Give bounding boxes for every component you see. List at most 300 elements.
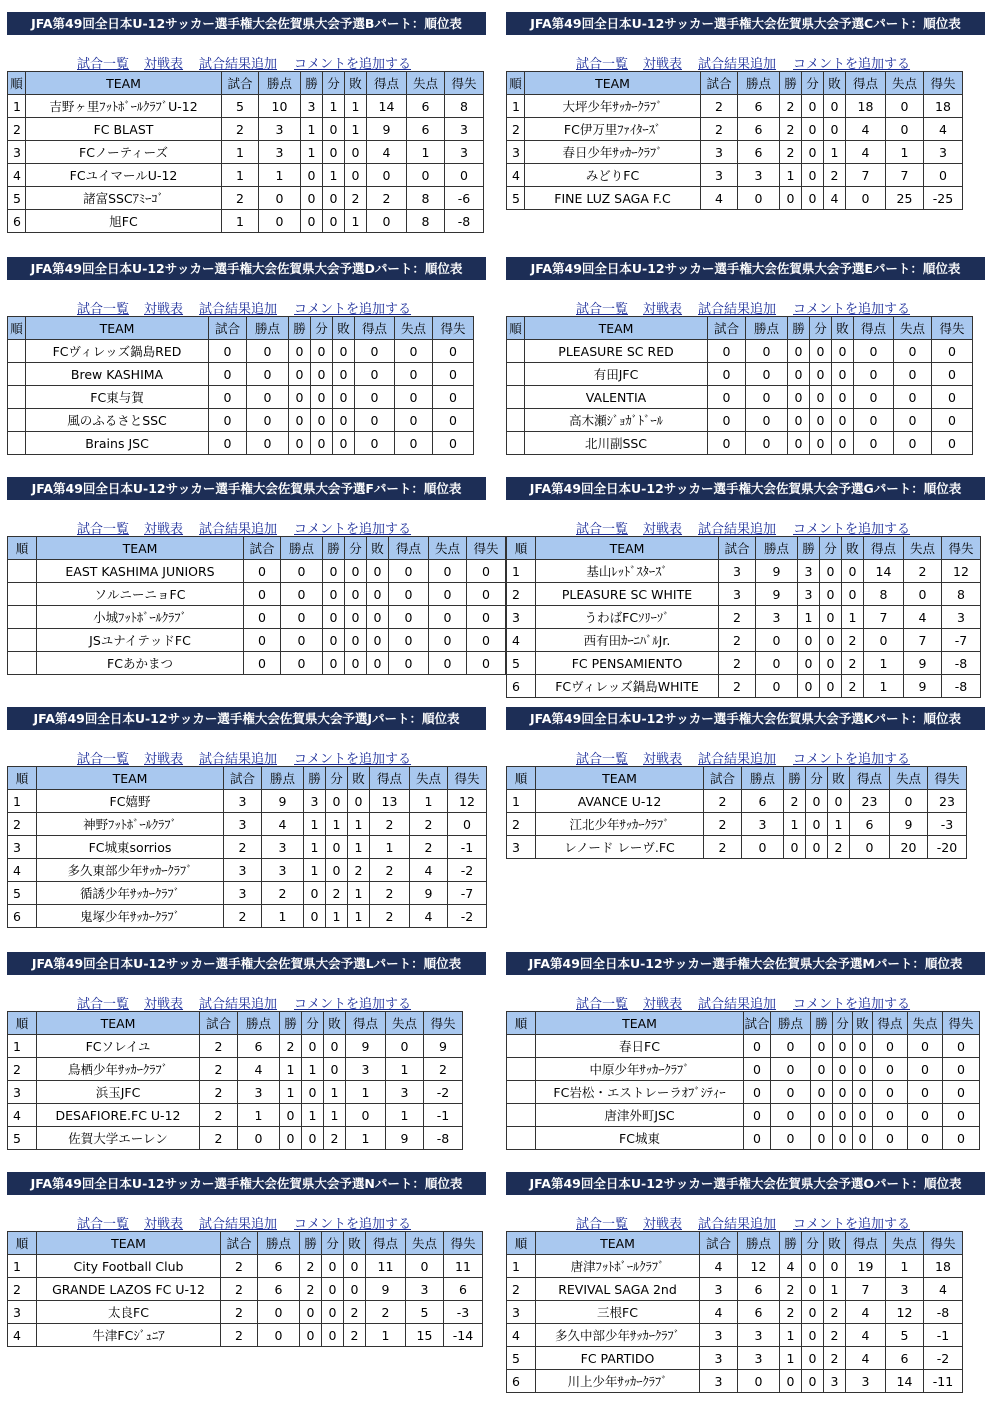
standings-panel — [506, 1172, 985, 1389]
add-result-link[interactable]: 試合結果追加 — [199, 302, 278, 317]
add-comment-link[interactable]: コメントを追加する — [294, 522, 412, 537]
add-result-link[interactable]: 試合結果追加 — [199, 1217, 278, 1232]
cell-points: 6 — [738, 95, 780, 118]
cell-rank: 2 — [507, 118, 525, 141]
match-table-link[interactable]: 対戦表 — [144, 997, 184, 1012]
cell-played: 0 — [244, 606, 281, 629]
cell-goal-diff: -11 — [924, 1370, 963, 1393]
cell-played: 2 — [221, 1278, 258, 1301]
match-table-link[interactable]: 対戦表 — [643, 57, 683, 72]
cell-goals-for: 0 — [873, 1104, 908, 1127]
table-row — [507, 583, 981, 606]
header-played: 試合 — [704, 767, 742, 790]
cell-goals-against: 6 — [407, 118, 445, 141]
cell-points: 3 — [238, 1081, 280, 1104]
cell-team: 吉野ヶ里ﾌｯﾄﾎﾞｰﾙｸﾗﾌﾞU-12 — [26, 95, 222, 118]
cell-losses: 0 — [853, 1035, 873, 1058]
cell-draws: 0 — [810, 386, 832, 409]
match-table-link[interactable]: 対戦表 — [144, 752, 184, 767]
header-wins: 勝 — [304, 767, 326, 790]
table-header-row — [507, 537, 981, 560]
standings-table — [506, 316, 973, 455]
add-comment-link[interactable]: コメントを追加する — [793, 302, 911, 317]
cell-team: 春日少年ｻｯｶｰｸﾗﾌﾞ — [525, 141, 701, 164]
cell-team: FCあかまつ — [37, 652, 244, 675]
table-row — [8, 836, 487, 859]
cell-goals-for: 4 — [846, 118, 886, 141]
table-header-row — [8, 317, 474, 340]
header-goals-against: 失点 — [395, 317, 433, 340]
cell-rank — [8, 340, 26, 363]
cell-wins: 1 — [780, 1347, 802, 1370]
cell-goals-for: 0 — [389, 606, 429, 629]
cell-goal-diff: 18 — [924, 95, 963, 118]
cell-team: 鳥栖少年ｻｯｶｰｸﾗﾌﾞ — [37, 1058, 200, 1081]
cell-wins: 0 — [323, 629, 345, 652]
header-goal-diff: 得失 — [445, 72, 484, 95]
cell-goals-for: 18 — [846, 95, 886, 118]
cell-draws: 0 — [802, 187, 824, 210]
table-row — [8, 560, 506, 583]
cell-goal-diff: -1 — [924, 1324, 963, 1347]
cell-goals-for: 14 — [367, 95, 407, 118]
cell-wins: 0 — [301, 210, 323, 233]
header-wins: 勝 — [784, 767, 806, 790]
cell-team: 小城ﾌｯﾄﾎﾞｰﾙｸﾗﾌﾞ — [37, 606, 244, 629]
add-comment-link[interactable]: コメントを追加する — [294, 997, 412, 1012]
cell-goal-diff: 0 — [448, 813, 487, 836]
table-header-row — [507, 767, 967, 790]
cell-team: City Football Club — [37, 1255, 221, 1278]
cell-team: 神野ﾌｯﾄﾎﾞｰﾙｸﾗﾌﾞ — [37, 813, 224, 836]
cell-losses: 2 — [824, 1301, 846, 1324]
cell-points: 0 — [756, 652, 798, 675]
cell-team: 大坪少年ｻｯｶｰｸﾗﾌﾞ — [525, 95, 701, 118]
add-comment-link[interactable]: コメントを追加する — [793, 57, 911, 72]
cell-goals-against: 0 — [908, 1058, 943, 1081]
header-rank: 順 — [507, 1232, 536, 1255]
cell-team: みどりFC — [525, 164, 701, 187]
table-header-row — [8, 1232, 483, 1255]
cell-played: 2 — [200, 1035, 238, 1058]
table-row — [507, 1081, 980, 1104]
add-result-link[interactable]: 試合結果追加 — [199, 522, 278, 537]
header-goal-diff: 得失 — [928, 767, 967, 790]
table-row — [507, 141, 963, 164]
cell-goals-for: 4 — [846, 1301, 886, 1324]
cell-wins: 0 — [304, 882, 326, 905]
cell-wins: 2 — [780, 118, 802, 141]
cell-team: AVANCE U-12 — [536, 790, 704, 813]
table-row — [507, 1127, 980, 1150]
cell-wins: 0 — [780, 187, 802, 210]
cell-played: 3 — [701, 141, 738, 164]
cell-draws: 0 — [311, 363, 333, 386]
cell-draws: 0 — [802, 118, 824, 141]
match-list-link[interactable]: 試合一覧 — [77, 522, 130, 537]
cell-played: 5 — [222, 95, 259, 118]
match-table-link[interactable]: 対戦表 — [643, 752, 683, 767]
header-draws: 分 — [802, 1232, 824, 1255]
add-comment-link[interactable]: コメントを追加する — [793, 522, 911, 537]
cell-team: ソルニーニョFC — [37, 583, 244, 606]
cell-goals-for: 0 — [389, 629, 429, 652]
cell-goal-diff: 9 — [424, 1035, 463, 1058]
table-row — [507, 675, 981, 698]
cell-losses: 0 — [842, 583, 864, 606]
cell-goals-for: 0 — [873, 1081, 908, 1104]
table-row — [507, 836, 967, 859]
cell-draws: 0 — [810, 340, 832, 363]
cell-goal-diff: 0 — [943, 1035, 980, 1058]
table-row — [507, 1347, 963, 1370]
cell-wins: 2 — [780, 141, 802, 164]
cell-played: 3 — [224, 882, 262, 905]
cell-goals-for: 1 — [346, 1081, 386, 1104]
cell-losses: 0 — [333, 340, 355, 363]
cell-goal-diff: 8 — [942, 583, 981, 606]
table-header-row — [8, 537, 506, 560]
header-goals-for: 得点 — [389, 537, 429, 560]
cell-goals-against: 20 — [890, 836, 928, 859]
cell-draws: 0 — [806, 790, 828, 813]
cell-goals-against: 0 — [406, 1255, 444, 1278]
cell-wins: 0 — [788, 340, 810, 363]
cell-goals-for: 0 — [854, 432, 894, 455]
add-result-link[interactable]: 試合結果追加 — [199, 57, 278, 72]
standings-panel — [7, 477, 499, 671]
cell-draws: 0 — [322, 1278, 344, 1301]
header-losses: 敗 — [344, 1232, 366, 1255]
match-list-link[interactable]: 試合一覧 — [576, 522, 629, 537]
cell-wins: 1 — [301, 141, 323, 164]
match-list-link[interactable]: 試合一覧 — [77, 752, 130, 767]
standings-panel — [506, 257, 985, 451]
header-goals-against: 失点 — [894, 317, 932, 340]
table-row — [8, 340, 474, 363]
cell-goals-for: 0 — [854, 363, 894, 386]
cell-played: 3 — [701, 164, 738, 187]
cell-team: 春日FC — [536, 1035, 744, 1058]
cell-losses: 1 — [828, 813, 850, 836]
add-comment-link[interactable]: コメントを追加する — [793, 997, 911, 1012]
cell-goals-against: 1 — [886, 141, 924, 164]
cell-team: DESAFIORE.FC U-12 — [37, 1104, 200, 1127]
header-goals-against: 失点 — [886, 1232, 924, 1255]
cell-rank — [507, 432, 525, 455]
table-row — [8, 386, 474, 409]
add-result-link[interactable]: 試合結果追加 — [698, 1217, 777, 1232]
cell-wins: 4 — [780, 1255, 802, 1278]
cell-goals-against: 0 — [908, 1127, 943, 1150]
cell-wins: 3 — [798, 583, 820, 606]
add-result-link[interactable]: 試合結果追加 — [199, 752, 278, 767]
cell-goal-diff: 8 — [445, 95, 484, 118]
cell-wins: 1 — [304, 859, 326, 882]
cell-losses: 2 — [348, 859, 370, 882]
cell-draws: 0 — [345, 560, 367, 583]
cell-goal-diff: 0 — [943, 1127, 980, 1150]
add-comment-link[interactable]: コメントを追加する — [294, 57, 412, 72]
cell-goal-diff: 3 — [445, 141, 484, 164]
cell-draws: 0 — [810, 409, 832, 432]
header-goals-for: 得点 — [873, 1012, 908, 1035]
cell-rank — [8, 629, 37, 652]
cell-played: 2 — [719, 629, 756, 652]
match-table-link[interactable]: 対戦表 — [144, 1217, 184, 1232]
cell-team: FC伊万里ﾌｧｲﾀｰｽﾞ — [525, 118, 701, 141]
cell-goals-for: 0 — [854, 386, 894, 409]
header-points: 勝点 — [281, 537, 323, 560]
cell-points: 12 — [738, 1255, 780, 1278]
standings-panel — [506, 477, 985, 694]
header-wins: 勝 — [280, 1012, 302, 1035]
header-wins: 勝 — [323, 537, 345, 560]
cell-draws: 0 — [833, 1127, 853, 1150]
cell-goal-diff: -3 — [928, 813, 967, 836]
cell-goal-diff: 0 — [467, 606, 506, 629]
cell-team: 諸富SSCｱﾐｰｺﾞ — [26, 187, 222, 210]
match-list-link[interactable]: 試合一覧 — [576, 1217, 629, 1232]
cell-wins: 0 — [798, 652, 820, 675]
cell-goals-against: 6 — [886, 1347, 924, 1370]
cell-goals-for: 0 — [346, 1104, 386, 1127]
cell-goals-for: 13 — [370, 790, 410, 813]
cell-goal-diff: -7 — [942, 629, 981, 652]
add-result-link[interactable]: 試合結果追加 — [199, 997, 278, 1012]
cell-wins: 0 — [301, 187, 323, 210]
cell-draws: 0 — [311, 432, 333, 455]
table-row — [8, 1301, 483, 1324]
cell-goal-diff: 23 — [928, 790, 967, 813]
add-result-link[interactable]: 試合結果追加 — [698, 57, 777, 72]
cell-wins: 0 — [788, 386, 810, 409]
cell-wins: 0 — [811, 1127, 833, 1150]
table-header-row — [8, 72, 484, 95]
cell-goal-diff: 12 — [448, 790, 487, 813]
cell-played: 0 — [744, 1035, 771, 1058]
header-goals-against: 失点 — [886, 72, 924, 95]
match-table-link[interactable]: 対戦表 — [643, 302, 683, 317]
cell-losses: 1 — [824, 1278, 846, 1301]
cell-played: 1 — [222, 141, 259, 164]
header-team: TEAM — [26, 317, 209, 340]
match-table-link[interactable]: 対戦表 — [643, 1217, 683, 1232]
cell-losses: 0 — [853, 1081, 873, 1104]
cell-goals-for: 8 — [864, 583, 904, 606]
cell-team: 川上少年ｻｯｶｰｸﾗﾌﾞ — [536, 1370, 700, 1393]
table-row — [507, 340, 973, 363]
panel-title: JFA第49回全日本U-12サッカー選手権大会佐賀県大会予選Kパート：順位表 — [506, 707, 985, 730]
add-comment-link[interactable]: コメントを追加する — [294, 752, 412, 767]
table-row — [507, 409, 973, 432]
match-list-link[interactable]: 試合一覧 — [77, 302, 130, 317]
match-list-link[interactable]: 試合一覧 — [576, 997, 629, 1012]
cell-rank — [8, 432, 26, 455]
cell-played: 3 — [700, 1370, 738, 1393]
cell-wins: 2 — [300, 1278, 322, 1301]
cell-draws: 0 — [802, 164, 824, 187]
cell-points: 4 — [262, 813, 304, 836]
cell-rank: 4 — [8, 1104, 37, 1127]
cell-points: 0 — [746, 363, 788, 386]
cell-goal-diff: 4 — [924, 118, 963, 141]
table-row — [507, 629, 981, 652]
cell-points: 0 — [746, 409, 788, 432]
cell-goals-for: 9 — [366, 1278, 406, 1301]
table-row — [8, 1324, 483, 1347]
cell-losses: 0 — [333, 432, 355, 455]
header-wins: 勝 — [301, 72, 323, 95]
cell-goals-against: 0 — [894, 340, 932, 363]
match-list-link[interactable]: 試合一覧 — [77, 997, 130, 1012]
cell-goals-for: 0 — [389, 652, 429, 675]
standings-table — [7, 1231, 483, 1347]
cell-rank: 1 — [507, 95, 525, 118]
cell-draws: 0 — [311, 386, 333, 409]
add-comment-link[interactable]: コメントを追加する — [793, 752, 911, 767]
header-points: 勝点 — [259, 72, 301, 95]
cell-draws: 0 — [833, 1035, 853, 1058]
cell-draws: 0 — [345, 652, 367, 675]
add-result-link[interactable]: 試合結果追加 — [698, 752, 777, 767]
cell-rank: 3 — [8, 141, 26, 164]
cell-wins: 0 — [300, 1301, 322, 1324]
cell-goals-against: 7 — [904, 629, 942, 652]
cell-goals-against: 0 — [395, 363, 433, 386]
cell-losses: 0 — [324, 1035, 346, 1058]
cell-draws: 0 — [833, 1058, 853, 1081]
cell-losses: 3 — [824, 1370, 846, 1393]
header-team: TEAM — [37, 1012, 200, 1035]
cell-goal-diff: 0 — [932, 340, 973, 363]
header-goal-diff: 得失 — [924, 72, 963, 95]
header-losses: 敗 — [345, 72, 367, 95]
add-comment-link[interactable]: コメントを追加する — [294, 302, 412, 317]
cell-points: 9 — [756, 560, 798, 583]
cell-goal-diff: 0 — [445, 164, 484, 187]
cell-played: 3 — [700, 1278, 738, 1301]
header-goals-for: 得点 — [846, 72, 886, 95]
table-row — [507, 790, 967, 813]
table-row — [507, 1370, 963, 1393]
cell-losses: 0 — [333, 409, 355, 432]
match-list-link[interactable]: 試合一覧 — [576, 302, 629, 317]
cell-goal-diff: -8 — [445, 210, 484, 233]
cell-goals-for: 9 — [346, 1035, 386, 1058]
cell-rank: 4 — [8, 859, 37, 882]
standings-panel — [7, 707, 486, 924]
add-comment-link[interactable]: コメントを追加する — [294, 1217, 412, 1232]
cell-goals-against: 3 — [886, 1278, 924, 1301]
match-list-link[interactable]: 試合一覧 — [576, 752, 629, 767]
cell-played: 2 — [719, 652, 756, 675]
cell-goals-for: 1 — [366, 1324, 406, 1347]
cell-goals-for: 19 — [846, 1255, 886, 1278]
cell-draws: 0 — [810, 363, 832, 386]
match-list-link[interactable]: 試合一覧 — [576, 57, 629, 72]
header-played: 試合 — [244, 537, 281, 560]
cell-draws: 0 — [323, 141, 345, 164]
header-wins: 勝 — [811, 1012, 833, 1035]
cell-wins: 0 — [323, 606, 345, 629]
cell-draws: 0 — [802, 1370, 824, 1393]
match-table-link[interactable]: 対戦表 — [144, 57, 184, 72]
panel-title: JFA第49回全日本U-12サッカー選手権大会佐賀県大会予選Oパート：順位表 — [506, 1172, 985, 1195]
cell-draws: 0 — [802, 1278, 824, 1301]
cell-goals-for: 7 — [846, 1278, 886, 1301]
add-result-link[interactable]: 試合結果追加 — [698, 997, 777, 1012]
header-goals-against: 失点 — [429, 537, 467, 560]
cell-team: 牛津FCｼﾞｭﾆｱ — [37, 1324, 221, 1347]
table-row — [8, 882, 487, 905]
table-row — [507, 363, 973, 386]
cell-team: FC岩松・エストレーラｵﾌﾞｼﾃｨｰ — [536, 1081, 744, 1104]
standings-table — [7, 766, 487, 928]
match-table-link[interactable]: 対戦表 — [643, 997, 683, 1012]
cell-goal-diff: 0 — [924, 164, 963, 187]
table-row — [507, 1278, 963, 1301]
cell-played: 2 — [224, 836, 262, 859]
cell-goals-for: 0 — [355, 409, 395, 432]
cell-wins: 0 — [784, 836, 806, 859]
cell-losses: 0 — [333, 386, 355, 409]
table-row — [507, 813, 967, 836]
cell-goal-diff: -8 — [424, 1127, 463, 1150]
add-result-link[interactable]: 試合結果追加 — [698, 302, 777, 317]
cell-rank — [507, 340, 525, 363]
cell-rank: 6 — [8, 210, 26, 233]
cell-played: 0 — [244, 652, 281, 675]
table-row — [507, 1035, 980, 1058]
cell-points: 0 — [771, 1058, 811, 1081]
cell-draws: 0 — [820, 560, 842, 583]
match-list-link[interactable]: 試合一覧 — [77, 1217, 130, 1232]
cell-goals-against: 0 — [894, 432, 932, 455]
table-row — [8, 409, 474, 432]
cell-goals-for: 0 — [850, 836, 890, 859]
match-list-link[interactable]: 試合一覧 — [77, 57, 130, 72]
cell-goals-for: 0 — [864, 629, 904, 652]
header-losses: 敗 — [824, 1232, 846, 1255]
header-goals-against: 失点 — [407, 72, 445, 95]
cell-draws: 0 — [820, 583, 842, 606]
header-team: TEAM — [536, 1232, 700, 1255]
header-points: 勝点 — [746, 317, 788, 340]
header-points: 勝点 — [258, 1232, 300, 1255]
match-table-link[interactable]: 対戦表 — [144, 302, 184, 317]
match-table-link[interactable]: 対戦表 — [643, 522, 683, 537]
cell-wins: 0 — [811, 1104, 833, 1127]
cell-points: 0 — [771, 1104, 811, 1127]
add-comment-link[interactable]: コメントを追加する — [793, 1217, 911, 1232]
table-row — [8, 118, 484, 141]
cell-played: 0 — [744, 1104, 771, 1127]
cell-losses: 0 — [345, 164, 367, 187]
cell-points: 6 — [238, 1035, 280, 1058]
cell-played: 0 — [209, 432, 247, 455]
cell-goal-diff: 18 — [924, 1255, 963, 1278]
match-table-link[interactable]: 対戦表 — [144, 522, 184, 537]
add-result-link[interactable]: 試合結果追加 — [698, 522, 777, 537]
panel-title: JFA第49回全日本U-12サッカー選手権大会佐賀県大会予選Lパート：順位表 — [7, 952, 486, 975]
cell-played: 0 — [209, 340, 247, 363]
cell-rank: 3 — [507, 606, 536, 629]
cell-rank: 2 — [8, 813, 37, 836]
cell-goals-for: 0 — [355, 386, 395, 409]
cell-rank: 5 — [8, 1127, 37, 1150]
cell-points: 0 — [281, 560, 323, 583]
